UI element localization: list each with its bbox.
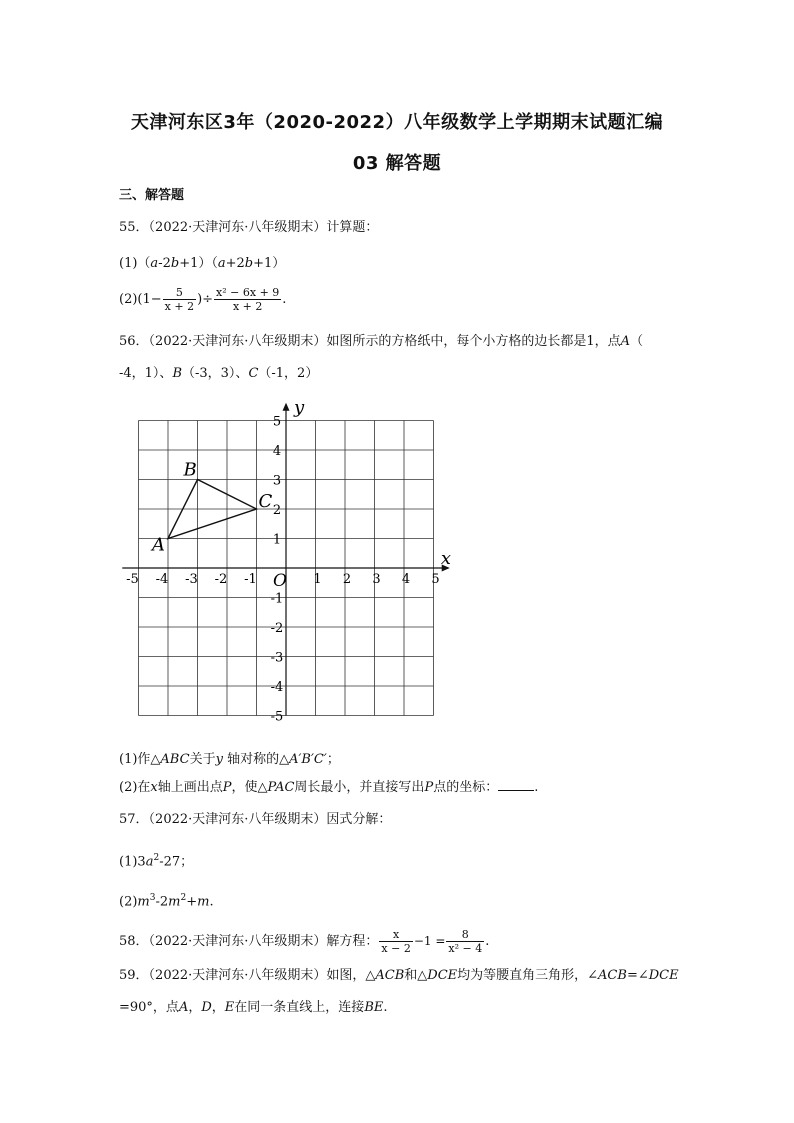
section-label: 三、解答题: [119, 188, 185, 203]
fraction-numerator: 8: [446, 928, 484, 942]
q59-text: 59．（2022·天津河东·八年级期末）如图，△: [119, 968, 376, 983]
q57-p2-exponent: 2: [180, 893, 187, 903]
fraction-numerator: x² − 6x + 9: [216, 286, 280, 299]
q55-part1: [119, 254, 285, 274]
q59-text: =90°，点: [119, 1000, 179, 1015]
y-tick-label: -1: [270, 591, 284, 607]
q55-p1-text: +1）: [253, 256, 286, 271]
q56-sub1-var: y: [215, 752, 223, 767]
q59-text: 均为等腰直角三角形，∠: [457, 968, 599, 983]
q56-sub1-text: 轴对称的△: [222, 752, 290, 767]
y-tick-label: 5: [272, 414, 282, 430]
x-tick-label: 3: [372, 572, 381, 587]
q58-text: −1 =: [413, 934, 446, 948]
document-title: 天津河东区3年（2020-2022）八年级数学上学期期末试题汇编: [130, 112, 664, 133]
x-tick-label: -3: [185, 572, 198, 587]
coordinate-grid-figure: [110, 392, 470, 732]
q55-p1-text: (1)（: [119, 256, 151, 271]
q56-sub2-text: .: [534, 780, 539, 795]
q59-var: DCE: [648, 968, 679, 983]
q57-p2-text: (2): [119, 894, 138, 910]
q59-text: 在同一条直线上，连接: [234, 1000, 365, 1015]
q55-p1-text: +1）（: [179, 256, 218, 271]
q56-text: （-1，2）: [258, 366, 319, 381]
x-tick-label: 2: [342, 572, 352, 587]
q59-text: .: [383, 1000, 388, 1015]
q56-text: -4，1）、: [119, 366, 173, 381]
y-axis-arrow: [283, 403, 290, 411]
q57-part1: [119, 848, 193, 872]
x-tick-label: -5: [126, 572, 139, 587]
point-label-c: C: [258, 491, 273, 512]
q56-sub1-var: A′B′C′: [289, 752, 327, 767]
q59-line1: [119, 966, 679, 986]
q58-fraction-2: [446, 928, 484, 955]
q55-p2-text: )÷: [197, 292, 214, 307]
origin-label: O: [273, 571, 287, 591]
y-tick-label: 1: [272, 532, 282, 548]
q55-p1-var-a: a: [217, 256, 226, 271]
q55-part2: [119, 286, 286, 313]
q57-stem: 57．（2022·天津河东·八年级期末）因式分解：: [119, 812, 392, 827]
q58-text: .: [485, 934, 490, 949]
q56-sub1-text: 关于: [189, 752, 216, 767]
q55-p1-var-b: b: [244, 256, 254, 271]
y-tick-label: 4: [272, 444, 282, 459]
q57-p1-text: -27；: [159, 854, 194, 870]
q55-fraction-1: [163, 286, 196, 313]
q56-sub2-text: 周长最小，并直接写出: [294, 780, 425, 795]
q56-sub2: [119, 778, 538, 798]
y-axis-label: y: [294, 397, 305, 419]
q58-line: [119, 928, 489, 955]
point-label-a: A: [152, 534, 165, 556]
q56-sub2-text: ，使△: [231, 780, 268, 795]
q55-p1-var-a: a: [150, 256, 159, 271]
x-tick-label: 1: [313, 572, 322, 587]
y-tick-label: 3: [272, 473, 282, 489]
q59-var: DCE: [427, 968, 458, 983]
x-tick-label: -4: [155, 572, 169, 587]
q56-point-c: C: [248, 366, 259, 381]
q57-p2-text: +: [186, 894, 198, 910]
document-subtitle: 03 解答题: [352, 153, 442, 174]
q59-var: E: [224, 1000, 235, 1015]
answer-blank[interactable]: [498, 778, 534, 791]
y-tick-label: -5: [270, 709, 284, 725]
q56-text: （-3，3）、: [182, 366, 249, 381]
x-axis-label: x: [440, 548, 452, 569]
q56-sub1-text: ；: [326, 752, 340, 767]
q56-sub2-var: P: [222, 780, 232, 795]
q57-p2-var: m: [168, 894, 181, 910]
q56-point-a: A: [620, 334, 631, 349]
q59-var: BE: [364, 1000, 384, 1015]
q57-p2-text: .: [209, 894, 214, 910]
fraction-denominator: x + 2: [232, 300, 263, 313]
q55-p2-text: .: [282, 292, 287, 307]
q56-sub2-text: (2)在: [119, 780, 151, 795]
q55-p1-text: -2: [158, 256, 171, 271]
q55-p1-text: +2: [225, 256, 245, 271]
q57-p2-var: m: [197, 894, 210, 910]
x-tick-label: -2: [214, 572, 228, 587]
q57-part2: [119, 888, 214, 912]
x-tick-label: -1: [244, 572, 257, 587]
fraction-numerator: x: [379, 928, 412, 942]
fraction-numerator: 5: [163, 286, 196, 300]
q58-fraction-1: [379, 928, 412, 955]
q56-sub2-var: P: [424, 780, 434, 795]
q56-sub1-var: ABC: [160, 752, 190, 767]
q55-stem: 55．（2022·天津河东·八年级期末）计算题：: [119, 220, 379, 235]
q56-sub2-var: PAC: [267, 780, 295, 795]
q59-var: D: [201, 1000, 212, 1015]
q56-sub1-text: (1)作△: [119, 752, 161, 767]
q59-text: 和△: [404, 968, 428, 983]
q56-sub2-var: x: [150, 780, 158, 795]
q56-sub2-text: 点的坐标：: [433, 780, 499, 795]
q55-fraction-2: [214, 286, 281, 313]
x-tick-label: 4: [401, 572, 411, 587]
q57-p1-var: a: [145, 854, 154, 870]
q59-var: A: [178, 1000, 189, 1015]
q55-p1-var-b: b: [170, 256, 180, 271]
q56-stem-line1: [119, 332, 643, 352]
q57-p1-text: (1)3: [119, 854, 146, 870]
q59-var: ACB: [375, 968, 405, 983]
fraction-denominator: x + 2: [164, 300, 195, 313]
fraction-denominator: x² − 4: [448, 942, 483, 955]
q57-p2-exponent: 3: [149, 893, 156, 903]
y-tick-label: 2: [272, 503, 282, 518]
q55-p2-text: (2)(1−: [119, 292, 162, 307]
q57-p1-exponent: 2: [153, 853, 160, 863]
q59-var: ACB: [598, 968, 627, 983]
point-label-b: B: [183, 459, 197, 481]
q56-point-b: B: [172, 366, 182, 381]
y-tick-label: -3: [270, 650, 284, 666]
fraction-denominator: x − 2: [381, 942, 411, 955]
y-tick-label: -4: [270, 680, 284, 695]
q56-stem-line2: [119, 364, 318, 384]
q56-text: （: [630, 334, 644, 349]
y-tick-label: -2: [270, 621, 284, 636]
q56-sub1: [119, 750, 340, 770]
q59-text: ，: [211, 1000, 225, 1015]
q56-sub2-text: 轴上画出点: [157, 780, 223, 795]
q59-text: =∠: [626, 968, 649, 983]
x-tick-label: 5: [431, 572, 440, 587]
q56-text: 56．（2022·天津河东·八年级期末）如图所示的方格纸中，每个小方格的边长都是1，点: [119, 334, 621, 349]
q57-p2-text: -2: [155, 894, 169, 910]
q58-stem: 58．（2022·天津河东·八年级期末）解方程：: [119, 934, 379, 949]
q59-line2: [119, 998, 388, 1018]
q57-p2-var: m: [137, 894, 150, 910]
q59-text: ，: [188, 1000, 202, 1015]
